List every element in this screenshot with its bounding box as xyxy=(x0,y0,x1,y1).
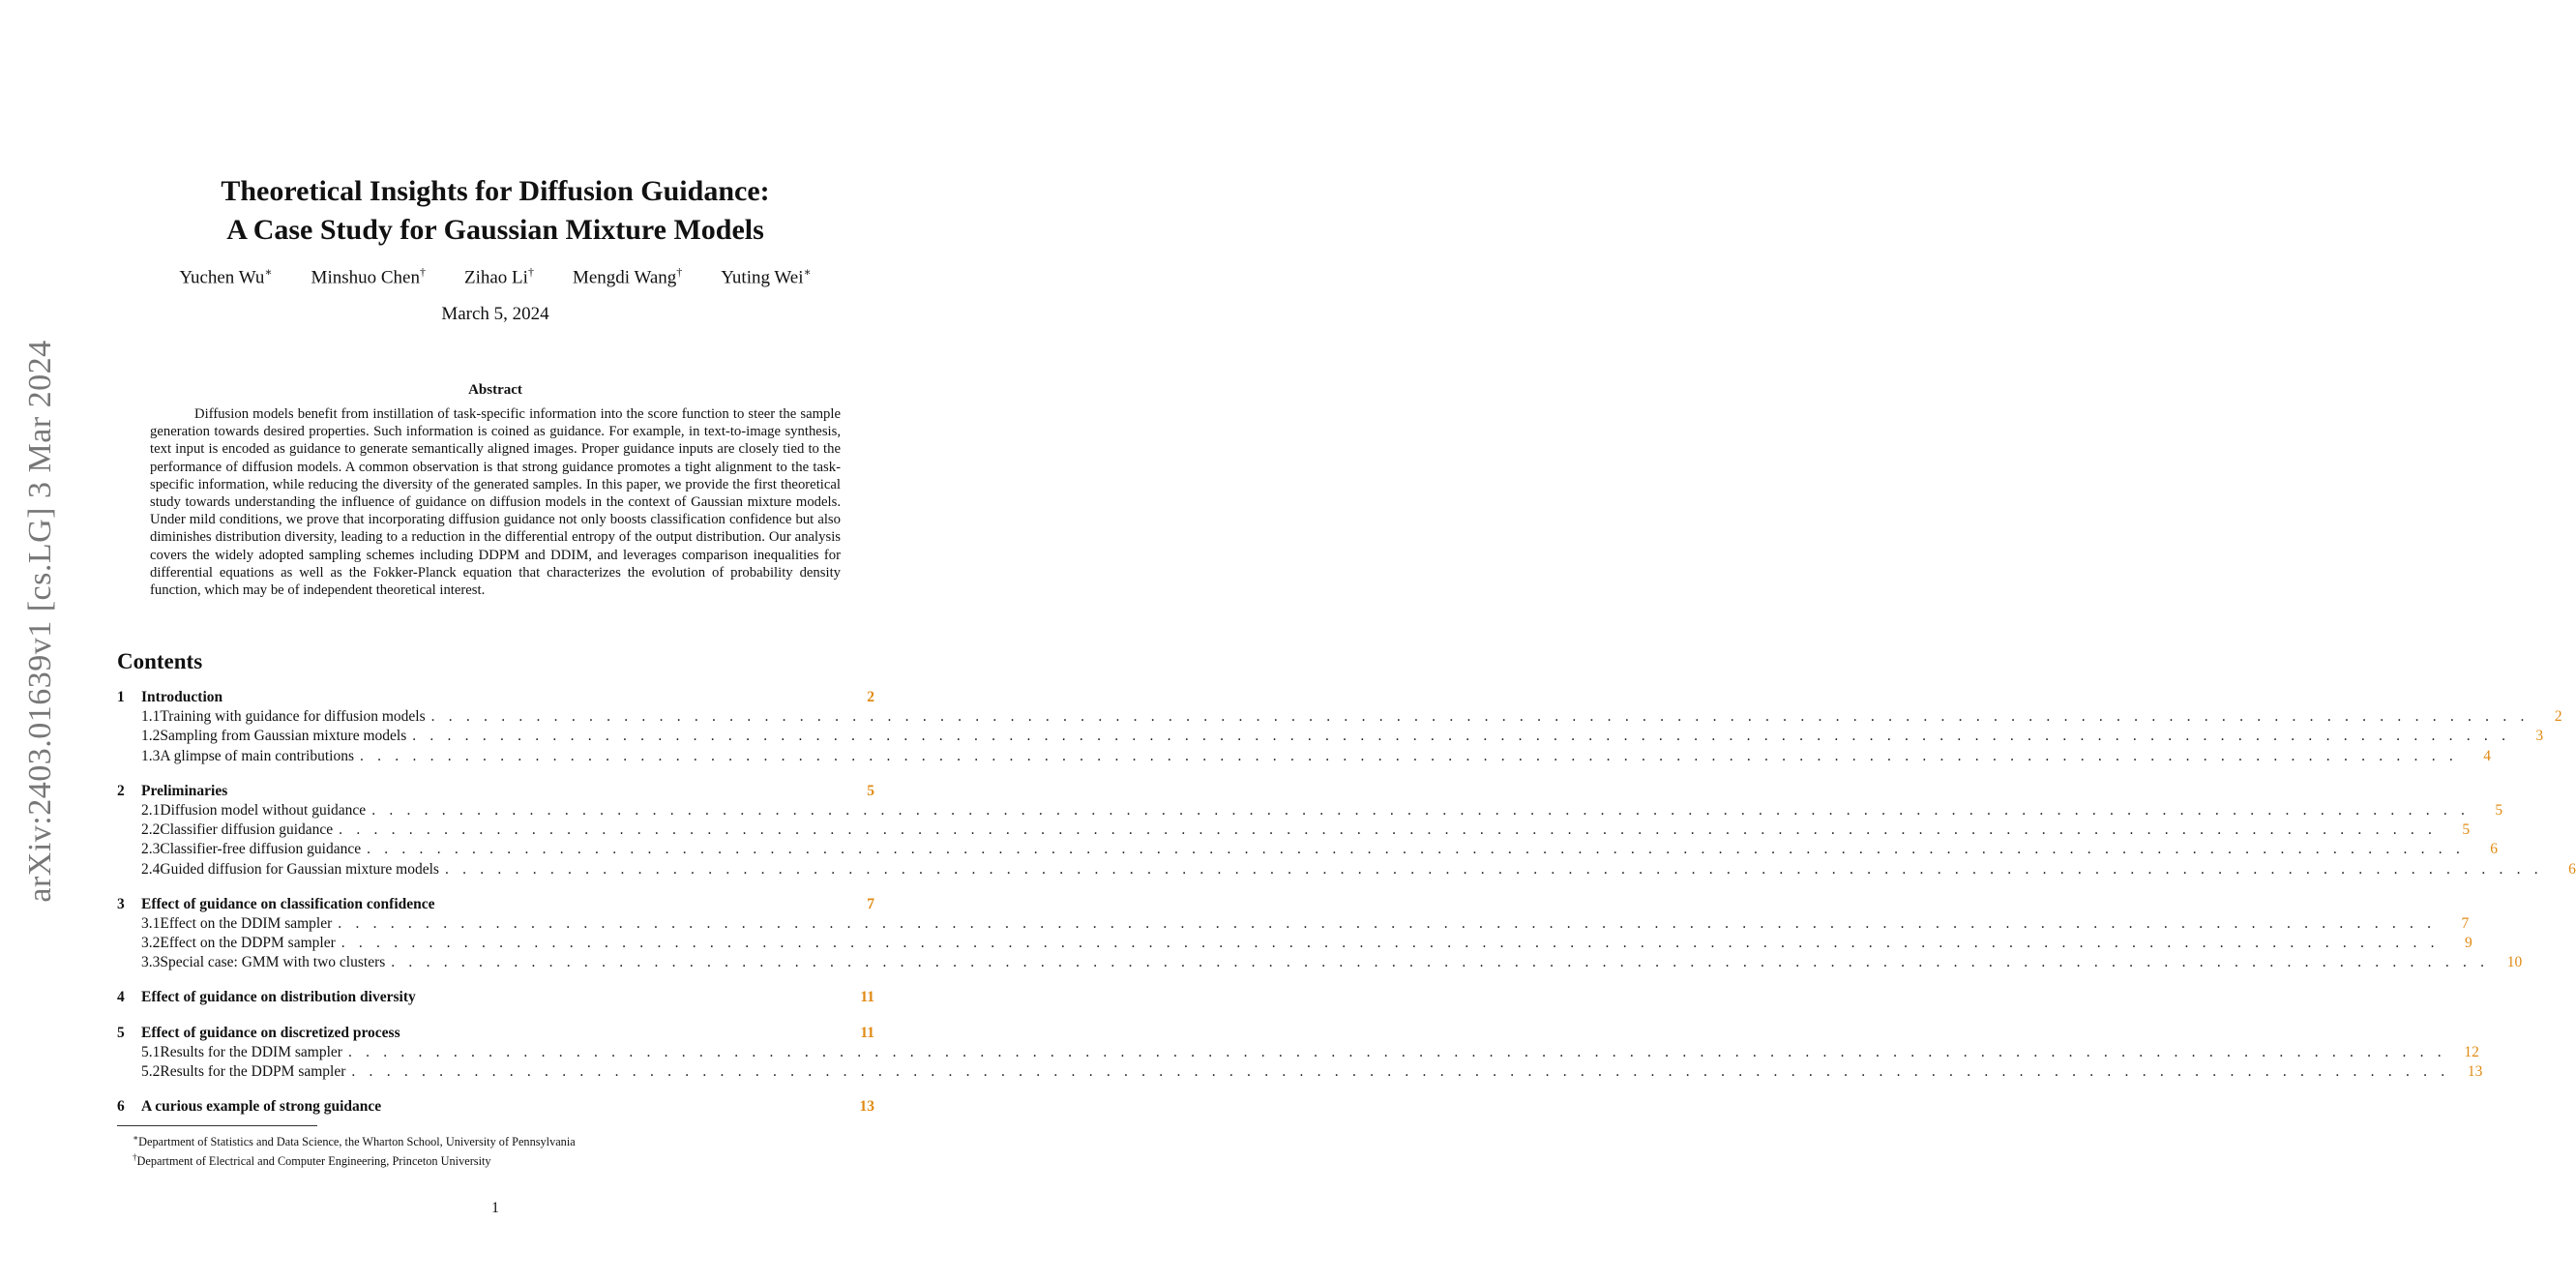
author: Yuchen Wu∗ xyxy=(179,265,273,288)
dot-leader: . . . . . . . . . . . . . . . . . . . . . . . . . . . . . . . . . . . . . . . . . . . . . . . . . . . . . . . . . . . . . . . . . . . . . . . . . . . . . . . . . . . . . . . . . . . . . . . . . . . . . . . . . . . . . . . . . . . . . . . . xyxy=(444,860,2543,878)
toc-title: Guided diffusion for Gaussian mixture models xyxy=(160,860,439,878)
toc-title: Results for the DDPM sampler xyxy=(160,1063,346,1080)
author: Zihao Li† xyxy=(463,265,534,288)
toc-number: 1.3 xyxy=(141,747,161,764)
toc-subsection-5.2[interactable] xyxy=(117,1063,2483,1083)
toc-page-link[interactable]: 6 xyxy=(2490,841,2499,858)
toc-subsection-2.1[interactable] xyxy=(117,801,2503,821)
dot-leader: . . . . . . . . . . . . . . . . . . . . . . . . . . . . . . . . . . . . . . . . . . . . . . . . . . . . . . . . . . . . . . . . . . . . . . . . . . . . . . . . . . . . . . . . . . . . . . . . . . . . . . . . . . . . . . . . . . . . . . . . xyxy=(391,954,2490,971)
toc-title: Classifier-free diffusion guidance xyxy=(160,841,362,858)
toc-section-1[interactable] xyxy=(117,689,874,708)
toc-number: 6 xyxy=(117,1098,125,1116)
toc-title: Sampling from Gaussian mixture models xyxy=(160,728,407,745)
toc-title: Training with guidance for diffusion models xyxy=(160,708,426,726)
toc-title: Effect of guidance on classification confidence xyxy=(141,895,435,912)
toc-subsection-3.2[interactable] xyxy=(117,935,2472,954)
abstract-heading: Abstract xyxy=(468,382,522,398)
toc-section-6[interactable] xyxy=(117,1098,874,1118)
toc-section-4[interactable] xyxy=(117,989,874,1008)
toc-page-link[interactable]: 12 xyxy=(2464,1043,2479,1060)
dot-leader: . . . . . . . . . . . . . . . . . . . . . . . . . . . . . . . . . . . . . . . . . . . . . . . . . . . . . . . . . . . . . . . . . . . . . . . . . . . . . . . . . . . . . . . . . . . . . . . . . . . . . . . . . . . . . . . . . . . . . . . . xyxy=(341,935,2440,952)
toc-number: 4 xyxy=(117,989,125,1006)
footnote: †Department of Electrical and Computer Engineering, Princeton University xyxy=(133,1152,491,1169)
toc-title: Special case: GMM with two clusters xyxy=(160,954,386,971)
abstract-body: Diffusion models benefit from instillation of task-specific information into the score function to steer the sample generation towards desired properties. Such information is coined as guidance. For example, in text-to-image synthesis, text input is encoded as guidance to generate semantically aligned images. Proper guidance inputs are closely tied to the performance of diffusion models. A common observation is that strong guidance promotes a tight alignment to the task-specific information, while reducing the diversity of the generated samples. In this paper, we provide the first theoretical study towards understanding the influence of guidance on diffusion models in the context of Gaussian mixture models. Under mild conditions, we prove that incorporating diffusion guidance not only boosts classification confidence but also diminishes distribution diversity, leading to a reduction in the differential entropy of the output distribution. Our analysis covers the widely adopted sampling schemes including DDPM and DDIM, and leverages comparison inequalities for differential equations as well as the Fokker-Planck equation that characterizes the evolution of probability density function, which may be of independent theoretical interest. xyxy=(150,406,841,599)
dot-leader: . . . . . . . . . . . . . . . . . . . . . . . . . . . . . . . . . . . . . . . . . . . . . . . . . . . . . . . . . . . . . . . . . . . . . . . . . . . . . . . . . . . . . . . . . . . . . . . . . . . . . . . . . . . . . . . . . . . . . . . . xyxy=(412,728,2511,745)
page-number: 1 xyxy=(491,1200,499,1216)
paper-title xyxy=(0,172,991,250)
arxiv-identifier-stamp: arXiv:2403.01639v1 [cs.LG] 3 Mar 2024 xyxy=(22,340,58,903)
toc-number: 2.3 xyxy=(141,841,161,858)
dot-leader: . . . . . . . . . . . . . . . . . . . . . . . . . . . . . . . . . . . . . . . . . . . . . . . . . . . . . . . . . . . . . . . . . . . . . . . . . . . . . . . . . . . . . . . . . . . . . . . . . . . . . . . . . . . . . . . . . . . . . . . . xyxy=(347,1043,2446,1060)
toc-number: 3.1 xyxy=(141,914,161,932)
author-list xyxy=(0,265,991,288)
toc-title: A glimpse of main contributions xyxy=(160,747,354,764)
toc-title: A curious example of strong guidance xyxy=(141,1098,382,1116)
toc-subsection-2.3[interactable] xyxy=(117,841,2499,860)
toc-title: Effect on the DDPM sampler xyxy=(160,935,336,952)
author: Yuting Wei∗ xyxy=(721,265,812,288)
toc-title: Preliminaries xyxy=(141,782,228,799)
contents-heading: Contents xyxy=(117,649,203,673)
author: Mengdi Wang† xyxy=(572,265,683,288)
toc-page-link[interactable]: 13 xyxy=(859,1098,874,1116)
dot-leader: . . . . . . . . . . . . . . . . . . . . . . . . . . . . . . . . . . . . . . . . . . . . . . . . . . . . . . . . . . . . . . . . . . . . . . . . . . . . . . . . . . . . . . . . . . . . . . . . . . . . . . . . . . . . . . . . . . . . . . . . xyxy=(371,801,2471,819)
toc-subsection-3.3[interactable] xyxy=(117,954,2523,973)
toc-page-link[interactable]: 11 xyxy=(860,989,874,1006)
toc-subsection-3.1[interactable] xyxy=(117,914,2470,935)
footnotes xyxy=(133,1130,576,1169)
toc-page-link[interactable]: 10 xyxy=(2506,954,2523,971)
toc-number: 2 xyxy=(117,782,125,799)
toc-title: Introduction xyxy=(141,689,223,705)
toc-subsection-1.2[interactable] xyxy=(117,728,2544,747)
dot-leader: . . . . . . . . . . . . . . . . . . . . . . . . . . . . . . . . . . . . . . . . . . . . . . . . . . . . . . . . . . . . . . . . . . . . . . . . . . . . . . . . . . . . . . . . . . . . . . . . . . . . . . . . . . . . . . . . . . . . . . . . xyxy=(351,1063,2450,1080)
toc-number: 1.2 xyxy=(141,728,161,745)
toc-subsection-5.1[interactable] xyxy=(117,1043,2479,1063)
toc-number: 2.2 xyxy=(141,821,161,839)
toc-page-link[interactable]: 13 xyxy=(2467,1063,2483,1080)
toc-number: 3 xyxy=(117,895,125,912)
toc-section-2[interactable] xyxy=(117,783,874,802)
toc-page-link[interactable]: 5 xyxy=(867,782,874,799)
toc-page-link[interactable]: 7 xyxy=(867,895,874,912)
toc-subsection-2.2[interactable] xyxy=(117,821,2471,841)
toc-section-3[interactable] xyxy=(117,896,874,915)
toc-page-link[interactable]: 5 xyxy=(2495,801,2503,819)
dot-leader: . . . . . . . . . . . . . . . . . . . . . . . . . . . . . . . . . . . . . . . . . . . . . . . . . . . . . . . . . . . . . . . . . . . . . . . . . . . . . . . . . . . . . . . . . . . . . . . . . . . . . . . . . . . . . . . . . . . . . . . . xyxy=(367,841,2466,858)
toc-number: 2.1 xyxy=(141,801,161,819)
toc-title: Effect of guidance on distribution diversity xyxy=(141,989,416,1006)
dot-leader: . . . . . . . . . . . . . . . . . . . . . . . . . . . . . . . . . . . . . . . . . . . . . . . . . . . . . . . . . . . . . . . . . . . . . . . . . . . . . . . . . . . . . . . . . . . . . . . . . . . . . . . . . . . . . . . . . . . . . . . . xyxy=(338,914,2437,932)
toc-subsection-1.3[interactable] xyxy=(117,747,2491,767)
toc-number: 1.1 xyxy=(141,708,161,726)
toc-subsection-1.1[interactable] xyxy=(117,708,2562,728)
toc-page-link[interactable]: 9 xyxy=(2464,935,2472,952)
dot-leader: . . . . . . . . . . . . . . . . . . . . . . . . . . . . . . . . . . . . . . . . . . . . . . . . . . . . . . . . . . . . . . . . . . . . . . . . . . . . . . . . . . . . . . . . . . . . . . . . . . . . . . . . . . . . . . . . . . . . . . . . xyxy=(430,708,2530,726)
title-line-2: A Case Study for Gaussian Mixture Models xyxy=(226,214,764,246)
toc-number: 5.2 xyxy=(141,1063,161,1080)
toc-page-link[interactable]: 4 xyxy=(2483,747,2491,764)
toc-number: 2.4 xyxy=(141,860,161,878)
title-line-1: Theoretical Insights for Diffusion Guidance: xyxy=(221,175,770,207)
toc-page-link[interactable]: 2 xyxy=(867,689,874,705)
dot-leader: . . . . . . . . . . . . . . . . . . . . . . . . . . . . . . . . . . . . . . . . . . . . . . . . . . . . . . . . . . . . . . . . . . . . . . . . . . . . . . . . . . . . . . . . . . . . . . . . . . . . . . . . . . . . . . . . . . . . . . . . xyxy=(360,747,2458,764)
author: Minshuo Chen† xyxy=(311,265,426,288)
toc-section-5[interactable] xyxy=(117,1025,874,1044)
toc-number: 5 xyxy=(117,1024,125,1041)
toc-page-link[interactable]: 6 xyxy=(2568,860,2576,878)
toc-number: 1 xyxy=(117,689,125,705)
toc-title: Effect on the DDIM sampler xyxy=(160,914,333,932)
toc-page-link[interactable]: 3 xyxy=(2535,728,2544,745)
toc-title: Classifier diffusion guidance xyxy=(160,821,334,839)
toc-number: 3.3 xyxy=(141,954,161,971)
footnote-divider xyxy=(117,1125,317,1126)
toc-subsection-2.4[interactable] xyxy=(117,860,2576,880)
toc-title: Results for the DDIM sampler xyxy=(160,1043,342,1060)
toc-page-link[interactable]: 7 xyxy=(2461,914,2470,932)
dot-leader: . . . . . . . . . . . . . . . . . . . . . . . . . . . . . . . . . . . . . . . . . . . . . . . . . . . . . . . . . . . . . . . . . . . . . . . . . . . . . . . . . . . . . . . . . . . . . . . . . . . . . . . . . . . . . . . . . . . . . . . . xyxy=(339,821,2438,839)
toc-page-link[interactable]: 2 xyxy=(2554,708,2562,726)
toc-title: Effect of guidance on discretized process xyxy=(141,1024,400,1041)
footnote: ∗Department of Statistics and Data Science, the Wharton School, University of Pennsylvania xyxy=(133,1133,576,1149)
toc-number: 5.1 xyxy=(141,1043,161,1060)
toc-page-link[interactable]: 5 xyxy=(2462,821,2471,839)
toc-page-link[interactable]: 11 xyxy=(860,1024,874,1041)
toc-title: Diffusion model without guidance xyxy=(160,801,367,819)
toc-number: 3.2 xyxy=(141,935,161,952)
publication-date: March 5, 2024 xyxy=(441,304,549,324)
table-of-contents xyxy=(117,689,2576,1118)
